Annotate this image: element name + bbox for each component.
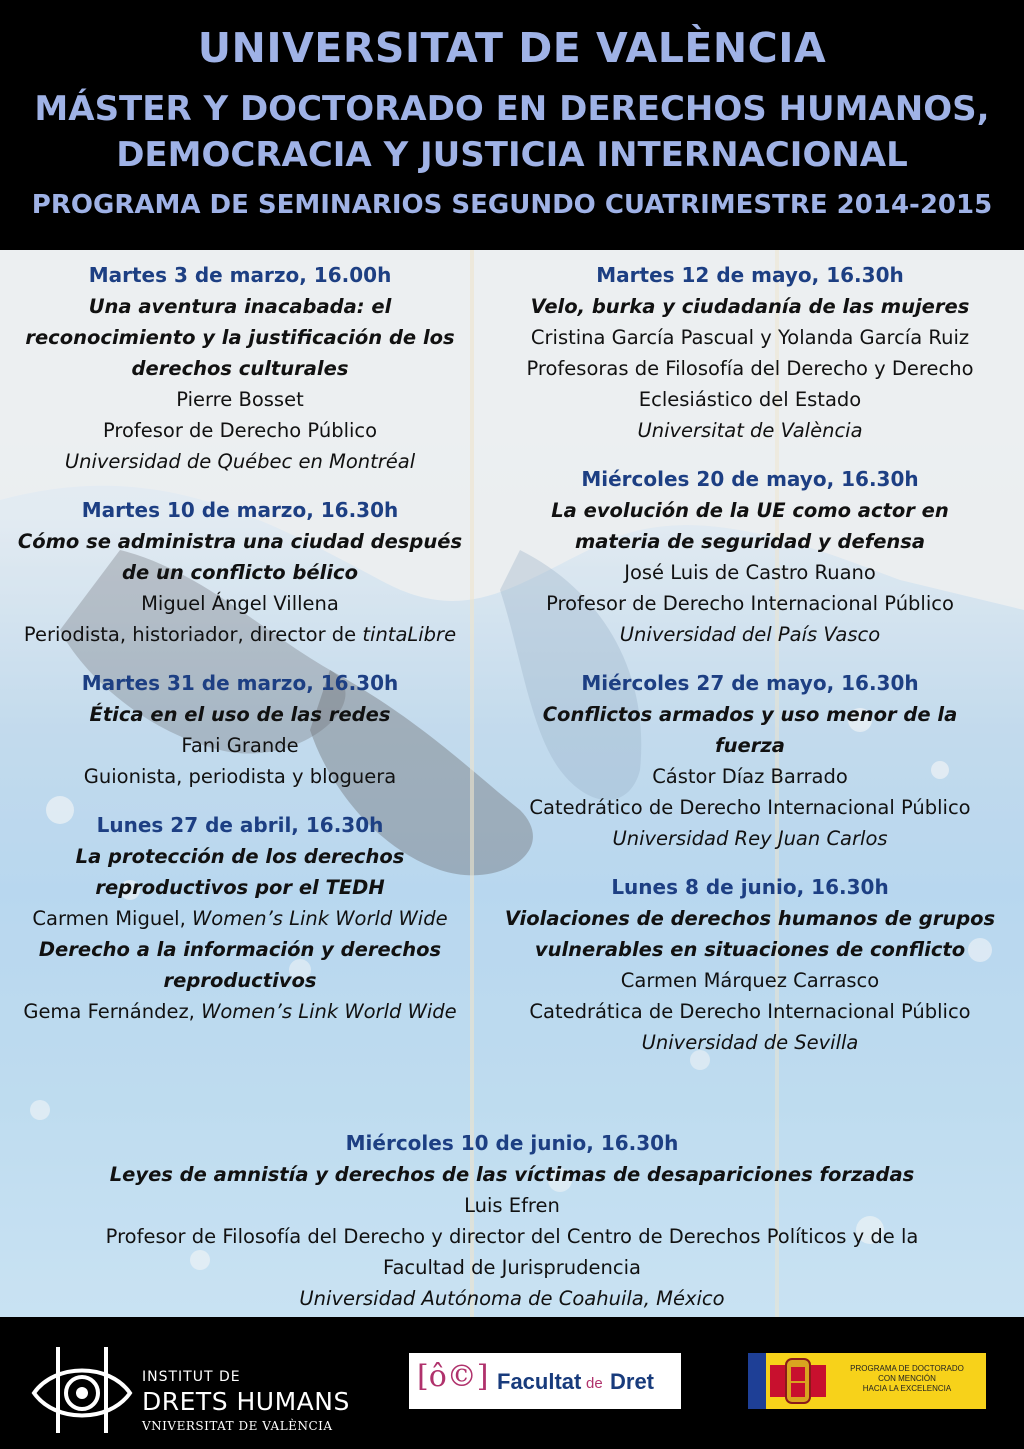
idh-line2: DRETS HUMANS <box>142 1387 350 1416</box>
event-title-line: derechos culturales <box>131 357 349 380</box>
event-title: Leyes de amnistía y derechos de las víctimas de desapariciones forzadas <box>109 1163 915 1186</box>
event-role: Catedrática de Derecho Internacional Público <box>529 1000 971 1023</box>
event-title-line: reproductivos por el TEDH <box>95 876 385 899</box>
event-role: Guionista, periodista y bloguera <box>83 765 397 788</box>
seminars-left-column <box>0 260 480 1045</box>
fd-word2: de <box>586 1375 603 1392</box>
excellence-line: PROGRAMA DE DOCTORADO <box>850 1364 964 1373</box>
event-title-line: La evolución de la UE como actor en <box>551 499 949 522</box>
event-date: Miércoles 20 de mayo, 16.30h <box>581 467 919 491</box>
event-title-line: de un conflicto bélico <box>122 561 358 584</box>
event-date: Lunes 8 de junio, 16.30h <box>611 875 889 899</box>
event-title <box>0 291 480 384</box>
faculty-mark-icon: [ô©] <box>417 1359 489 1394</box>
seminar-event <box>490 668 1010 854</box>
event-speaker: Carmen Márquez Carrasco <box>620 969 880 992</box>
master-title-line1: MÁSTER Y DOCTORADO EN DERECHOS HUMANOS, <box>34 89 990 129</box>
speaker-name: Gema Fernández, <box>23 1000 195 1023</box>
event-speaker <box>0 996 480 1027</box>
event-affiliation: Universitat de València <box>637 419 863 442</box>
seminar-event <box>0 668 480 792</box>
seminar-event <box>0 260 480 477</box>
speaker-name: Carmen Miguel, <box>32 907 186 930</box>
event-speaker: Pierre Bosset <box>176 388 304 411</box>
event-role-line: Profesoras de Filosofía del Derecho y Derecho <box>526 357 974 380</box>
event-speaker: Cristina García Pascual y Yolanda García Ruiz <box>530 326 970 349</box>
event-role: Profesor de Derecho Público <box>102 419 378 442</box>
event-speaker: Cástor Díaz Barrado <box>652 765 848 788</box>
event-title-line: Derecho a la información y derechos <box>38 938 442 961</box>
institut-drets-humans-logo <box>30 1329 360 1439</box>
seminar-event <box>0 810 480 1027</box>
event-date: Martes 3 de marzo, 16.00h <box>88 263 392 287</box>
idh-line3: VNIVERSITAT DE VALÈNCIA <box>142 1419 333 1433</box>
event-title-line: reconocimiento y la justificación de los <box>25 326 455 349</box>
event-role: Catedrático de Derecho Internacional Público <box>529 796 971 819</box>
seminar-event <box>490 464 1010 650</box>
event-date: Miércoles 10 de junio, 16.30h <box>345 1131 679 1155</box>
fd-word1: Facultat <box>497 1369 582 1394</box>
event-title: Velo, burka y ciudadanía de las mujeres <box>530 295 970 318</box>
poster-body <box>0 250 1024 1317</box>
fd-word3: Dret <box>610 1369 655 1394</box>
seminar-event <box>490 260 1010 446</box>
excellence-line: CON MENCIÓN <box>878 1374 936 1383</box>
event-title <box>490 903 1010 965</box>
event-speaker: Luis Efren <box>464 1194 560 1217</box>
event-speaker: Fani Grande <box>181 734 299 757</box>
eye-icon <box>30 1341 134 1437</box>
event-title <box>0 526 480 588</box>
excellence-line: HACIA LA EXCELENCIA <box>862 1384 952 1393</box>
event-role <box>0 619 480 650</box>
event-role <box>490 353 1010 415</box>
event-title-line: Violaciones de derechos humanos de grupos <box>504 907 996 930</box>
doctorado-excelencia-logo <box>748 1353 986 1409</box>
event-affiliation: Universidad de Québec en Montréal <box>64 450 416 473</box>
event-title-line: vulnerables en situaciones de conflicto <box>534 938 966 961</box>
idh-line1: INSTITUT DE <box>142 1369 241 1385</box>
event-title-line: fuerza <box>715 734 785 757</box>
seminar-event <box>0 495 480 650</box>
seminars-right-column <box>490 260 1010 1076</box>
event-date: Martes 10 de marzo, 16.30h <box>81 498 399 522</box>
event-affiliation: Universidad Autónoma de Coahuila, México <box>299 1287 725 1310</box>
event-title-line: materia de seguridad y defensa <box>574 530 926 553</box>
event-role <box>0 1221 1024 1283</box>
event-title <box>0 934 480 996</box>
university-title: UNIVERSITAT DE VALÈNCIA <box>197 24 827 72</box>
event-title-line: La protección de los derechos <box>75 845 405 868</box>
event-title-line: Una aventura inacabada: el <box>88 295 392 318</box>
eu-flag-icon <box>748 1353 766 1409</box>
coat-of-arms-icon <box>770 1357 826 1405</box>
seminar-event <box>490 872 1010 1058</box>
facultat-de-dret-logo <box>409 1353 681 1409</box>
event-role: Profesor de Derecho Internacional Público <box>546 592 954 615</box>
event-speaker: Miguel Ángel Villena <box>141 592 339 615</box>
event-affiliation: Universidad Rey Juan Carlos <box>612 827 888 850</box>
event-date: Martes 12 de mayo, 16.30h <box>596 263 904 287</box>
event-date: Lunes 27 de abril, 16.30h <box>96 813 384 837</box>
event-title <box>0 841 480 903</box>
event-title-line: reproductivos <box>163 969 317 992</box>
event-speaker <box>0 903 480 934</box>
event-speaker: José Luis de Castro Ruano <box>624 561 876 584</box>
master-title-line2: DEMOCRACIA Y JUSTICIA INTERNACIONAL <box>116 135 908 175</box>
event-role-text: Periodista, historiador, director de <box>23 623 357 646</box>
logo-footer <box>0 1317 1024 1449</box>
event-date: Martes 31 de marzo, 16.30h <box>81 671 399 695</box>
event-title-line: Cómo se administra una ciudad después <box>17 530 463 553</box>
master-title <box>0 86 1024 178</box>
speaker-affiliation: Women’s Link World Wide <box>192 907 448 930</box>
event-role-line: Facultad de Jurisprudencia <box>383 1256 641 1279</box>
event-title <box>490 699 1010 761</box>
event-title-line: Conflictos armados y uso menor de la <box>542 703 958 726</box>
event-role-line: Profesor de Filosofía del Derecho y director del Centro de Derechos Políticos y de la <box>105 1225 919 1248</box>
program-excellence-text <box>832 1364 982 1394</box>
seminar-final-event <box>0 1128 1024 1314</box>
event-title <box>490 495 1010 557</box>
program-title: PROGRAMA DE SEMINARIOS SEGUNDO CUATRIMESTRE 2014-2015 <box>31 190 993 220</box>
event-date: Miércoles 27 de mayo, 16.30h <box>581 671 919 695</box>
event-affiliation: Universidad de Sevilla <box>641 1031 859 1054</box>
speaker-affiliation: Women’s Link World Wide <box>201 1000 457 1023</box>
event-affiliation: Universidad del País Vasco <box>619 623 881 646</box>
event-role-publication: tintaLibre <box>362 623 457 646</box>
event-title: Ética en el uso de las redes <box>89 703 391 726</box>
event-role-line: Eclesiástico del Estado <box>638 388 862 411</box>
poster-header <box>0 0 1024 250</box>
